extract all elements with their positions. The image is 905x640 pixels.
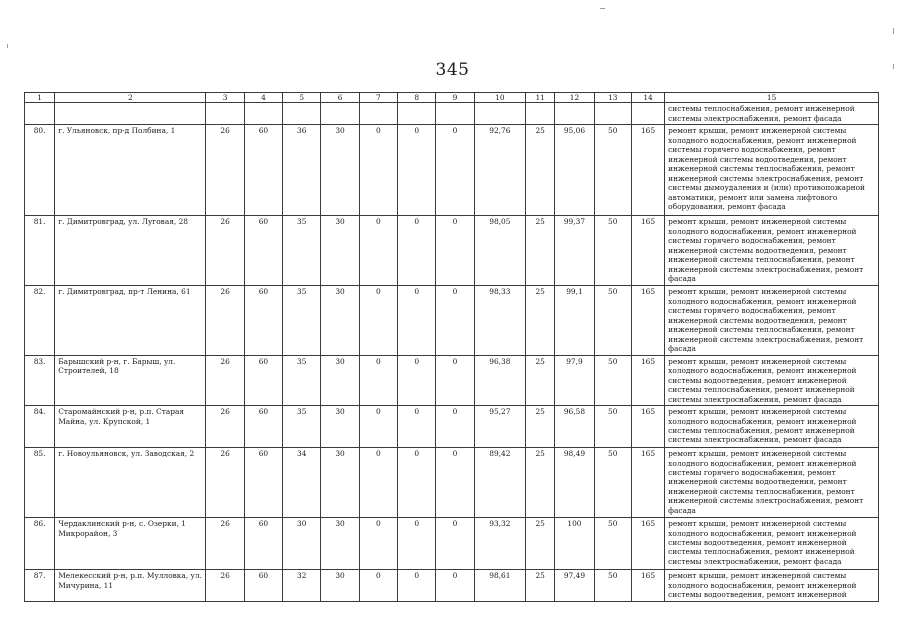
- value-cell: 165: [631, 125, 664, 216]
- column-header: 7: [359, 93, 397, 103]
- value-cell: 95,06: [555, 125, 594, 216]
- row-number: 80.: [25, 125, 55, 216]
- column-header: 4: [244, 93, 282, 103]
- address-cell: Мелекесский р-н, р.п. Мулловка, ул. Мичурина, 11: [55, 570, 206, 602]
- column-header: 11: [526, 93, 555, 103]
- address-cell: Барышский р-н, г. Барыш, ул. Строителей, 18: [55, 355, 206, 405]
- value-cell: 0: [398, 448, 436, 518]
- value-cell: 0: [436, 448, 474, 518]
- value-cell: 89,42: [474, 448, 525, 518]
- address-cell: г. Димитровград, ул. Луговая, 28: [55, 216, 206, 286]
- value-cell: 60: [244, 406, 282, 448]
- value-cell: 0: [398, 216, 436, 286]
- value-cell: 30: [321, 286, 359, 355]
- value-cell: 0: [398, 355, 436, 405]
- value-cell: 0: [398, 570, 436, 602]
- value-cell: 0: [359, 286, 397, 355]
- works-list: ремонт крыши, ремонт инженерной системы холодного водоснабжения, ремонт инженерной системы горячего водоснабжения, ремонт инженерной системы водоотведения, ремонт инженерной системы теплоснабжения, ремонт инженерной системы электроснабжения, ремонт системы дымоудаления и (или) противопожарной автоматики, ремонт или замена лифтового оборудования, ремонт фасада: [665, 125, 879, 216]
- value-cell: 98,05: [474, 216, 525, 286]
- table-row: [25, 570, 879, 602]
- value-cell: 165: [631, 406, 664, 448]
- value-cell: 25: [526, 125, 555, 216]
- value-cell: 165: [631, 448, 664, 518]
- value-cell: 0: [436, 286, 474, 355]
- value-cell: 60: [244, 125, 282, 216]
- column-header: 12: [555, 93, 594, 103]
- value-cell: 0: [436, 355, 474, 405]
- column-header: 13: [594, 93, 631, 103]
- value-cell: 25: [526, 518, 555, 570]
- value-cell: 32: [283, 570, 321, 602]
- value-cell: 99,1: [555, 286, 594, 355]
- value-cell: 165: [631, 518, 664, 570]
- works-list: ремонт крыши, ремонт инженерной системы холодного водоснабжения, ремонт инженерной системы горячего водоснабжения, ремонт инженерной системы водоотведения, ремонт инженерной системы теплоснабжения, ремонт инженерной системы электроснабжения, ремонт фасада: [665, 286, 879, 355]
- value-cell: 0: [359, 570, 397, 602]
- value-cell: 0: [436, 570, 474, 602]
- value-cell: 0: [436, 406, 474, 448]
- table-row: [25, 286, 879, 355]
- value-cell: 60: [244, 448, 282, 518]
- column-header: 8: [398, 93, 436, 103]
- value-cell: 26: [206, 125, 244, 216]
- value-cell: 26: [206, 518, 244, 570]
- value-cell: 0: [398, 518, 436, 570]
- value-cell: 34: [283, 448, 321, 518]
- address-cell: Старомайнский р-н, р.п. Старая Майна, ул. Крупской, 1: [55, 406, 206, 448]
- value-cell: 50: [594, 570, 631, 602]
- value-cell: 26: [206, 286, 244, 355]
- capital-repair-table: [24, 92, 879, 602]
- value-cell: 30: [321, 406, 359, 448]
- value-cell: 97,9: [555, 355, 594, 405]
- works-list: системы теплоснабжения, ремонт инженерной системы электроснабжения, ремонт фасада: [665, 103, 879, 125]
- value-cell: 0: [436, 125, 474, 216]
- value-cell: 50: [594, 125, 631, 216]
- value-cell: 36: [283, 125, 321, 216]
- value-cell: 95,27: [474, 406, 525, 448]
- value-cell: 97,49: [555, 570, 594, 602]
- value-cell: 30: [321, 570, 359, 602]
- address-cell: г. Димитровград, пр-т Ленина, 61: [55, 286, 206, 355]
- value-cell: 60: [244, 216, 282, 286]
- value-cell: 0: [359, 406, 397, 448]
- page-number: 345: [435, 60, 470, 80]
- value-cell: 0: [359, 216, 397, 286]
- value-cell: 165: [631, 570, 664, 602]
- value-cell: 165: [631, 355, 664, 405]
- value-cell: 50: [594, 448, 631, 518]
- address-cell: Чердаклинский р-н, с. Озерки, 1 Микрорайон, 3: [55, 518, 206, 570]
- table-row: [25, 125, 879, 216]
- works-list: ремонт крыши, ремонт инженерной системы холодного водоснабжения, ремонт инженерной системы водоотведения, ремонт инженерной системы теплоснабжения, ремонт инженерной системы электроснабжения, ремонт фасада: [665, 518, 879, 570]
- value-cell: 30: [283, 518, 321, 570]
- value-cell: 26: [206, 570, 244, 602]
- column-header: 9: [436, 93, 474, 103]
- row-number: 81.: [25, 216, 55, 286]
- continuation-row: [25, 103, 879, 125]
- address-cell: г. Новоульяновск, ул. Заводская, 2: [55, 448, 206, 518]
- value-cell: 50: [594, 286, 631, 355]
- column-header: 10: [474, 93, 525, 103]
- value-cell: 25: [526, 216, 555, 286]
- value-cell: 26: [206, 355, 244, 405]
- value-cell: 25: [526, 406, 555, 448]
- value-cell: 35: [283, 286, 321, 355]
- value-cell: 60: [244, 355, 282, 405]
- value-cell: 96,38: [474, 355, 525, 405]
- value-cell: 0: [359, 518, 397, 570]
- works-list: ремонт крыши, ремонт инженерной системы холодного водоснабжения, ремонт инженерной системы водоотведения, ремонт инженерной: [665, 570, 879, 602]
- column-header: 14: [631, 93, 664, 103]
- value-cell: 60: [244, 518, 282, 570]
- value-cell: 50: [594, 216, 631, 286]
- column-header: 6: [321, 93, 359, 103]
- value-cell: 35: [283, 355, 321, 405]
- value-cell: 92,76: [474, 125, 525, 216]
- value-cell: 100: [555, 518, 594, 570]
- value-cell: 30: [321, 125, 359, 216]
- value-cell: 98,33: [474, 286, 525, 355]
- value-cell: 25: [526, 448, 555, 518]
- value-cell: 60: [244, 286, 282, 355]
- column-header: 1: [25, 93, 55, 103]
- column-number-row: [25, 93, 879, 103]
- value-cell: 98,49: [555, 448, 594, 518]
- value-cell: 60: [244, 570, 282, 602]
- table-row: [25, 518, 879, 570]
- column-header: 15: [665, 93, 879, 103]
- value-cell: 30: [321, 355, 359, 405]
- row-number: 84.: [25, 406, 55, 448]
- column-header: 3: [206, 93, 244, 103]
- value-cell: 0: [359, 448, 397, 518]
- value-cell: 50: [594, 518, 631, 570]
- scan-mark: [600, 8, 605, 9]
- works-list: ремонт крыши, ремонт инженерной системы холодного водоснабжения, ремонт инженерной системы горячего водоснабжения, ремонт инженерной системы водоотведения, ремонт инженерной системы теплоснабжения, ремонт инженерной системы электроснабжения, ремонт фасада: [665, 216, 879, 286]
- table-row: [25, 448, 879, 518]
- value-cell: 25: [526, 570, 555, 602]
- scan-mark: [893, 28, 894, 34]
- value-cell: 25: [526, 355, 555, 405]
- scan-mark: [7, 44, 8, 48]
- value-cell: 165: [631, 216, 664, 286]
- row-number: 83.: [25, 355, 55, 405]
- value-cell: 99,37: [555, 216, 594, 286]
- value-cell: 0: [398, 125, 436, 216]
- row-number: 86.: [25, 518, 55, 570]
- value-cell: 165: [631, 286, 664, 355]
- column-header: 5: [283, 93, 321, 103]
- column-header: 2: [55, 93, 206, 103]
- works-list: ремонт крыши, ремонт инженерной системы холодного водоснабжения, ремонт инженерной системы теплоснабжения, ремонт инженерной системы электроснабжения, ремонт фасада: [665, 406, 879, 448]
- value-cell: 25: [526, 286, 555, 355]
- value-cell: 0: [398, 406, 436, 448]
- value-cell: 30: [321, 518, 359, 570]
- address-cell: г. Ульяновск, пр-д Полбина, 1: [55, 125, 206, 216]
- row-number: 82.: [25, 286, 55, 355]
- value-cell: 0: [359, 125, 397, 216]
- table-row: [25, 216, 879, 286]
- works-list: ремонт крыши, ремонт инженерной системы холодного водоснабжения, ремонт инженерной системы горячего водоснабжения, ремонт инженерной системы водоотведения, ремонт инженерной системы теплоснабжения, ремонт инженерной системы электроснабжения, ремонт фасада: [665, 448, 879, 518]
- value-cell: 26: [206, 406, 244, 448]
- table-row: [25, 355, 879, 405]
- value-cell: 0: [436, 518, 474, 570]
- table-row: [25, 406, 879, 448]
- row-number: 85.: [25, 448, 55, 518]
- value-cell: 93,32: [474, 518, 525, 570]
- value-cell: 50: [594, 355, 631, 405]
- works-list: ремонт крыши, ремонт инженерной системы холодного водоснабжения, ремонт инженерной системы водоотведения, ремонт инженерной системы теплоснабжения, ремонт инженерной системы электроснабжения, ремонт фасада: [665, 355, 879, 405]
- scan-mark: [893, 64, 894, 69]
- value-cell: 26: [206, 216, 244, 286]
- value-cell: 26: [206, 448, 244, 518]
- value-cell: 50: [594, 406, 631, 448]
- value-cell: 98,61: [474, 570, 525, 602]
- value-cell: 30: [321, 216, 359, 286]
- value-cell: 96,58: [555, 406, 594, 448]
- value-cell: 0: [359, 355, 397, 405]
- value-cell: 30: [321, 448, 359, 518]
- row-number: 87.: [25, 570, 55, 602]
- value-cell: 0: [398, 286, 436, 355]
- value-cell: 0: [436, 216, 474, 286]
- value-cell: 35: [283, 406, 321, 448]
- value-cell: 35: [283, 216, 321, 286]
